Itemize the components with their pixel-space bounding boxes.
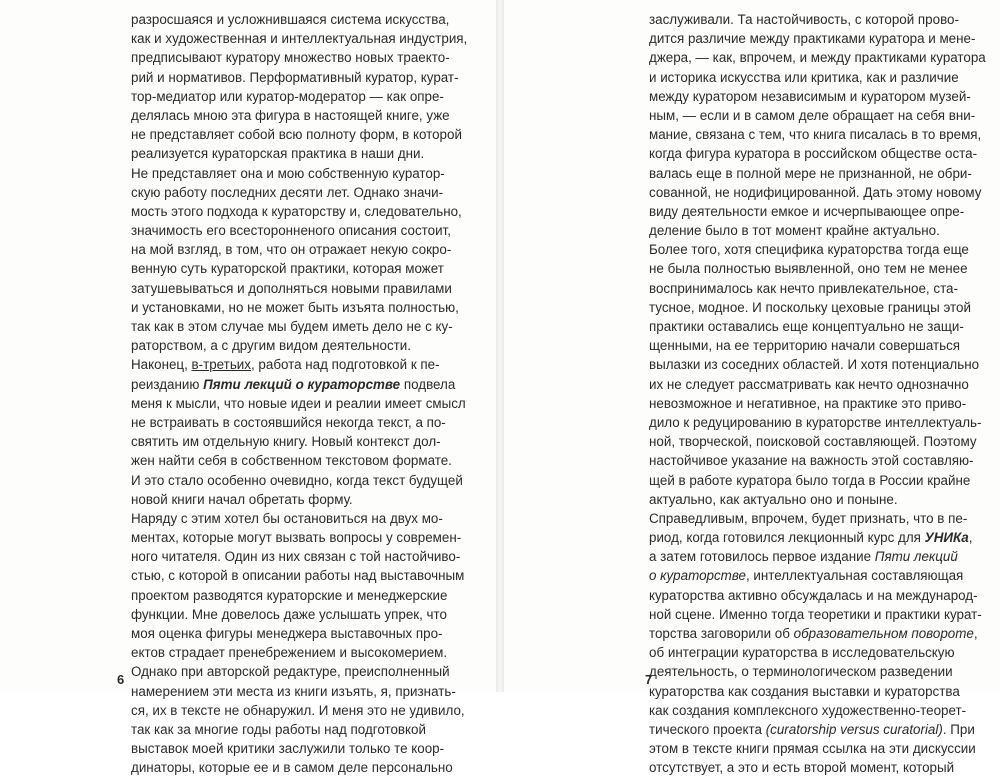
text-line [649,624,979,643]
text-line [649,144,979,163]
text-line [649,471,979,490]
text-line [131,87,460,106]
text-segment: а затем готовилось первое издание [649,549,875,565]
text-segment: Наконец, [131,357,192,373]
text-segment: настойчивое указание на важность этой составляю- [649,453,974,469]
right-page-body-text [649,10,986,778]
text-segment: моя оценка фигуры менеджера выставочных про- [131,626,443,641]
text-line [649,48,986,67]
text-segment: скую работу последних десяти лет. Однако значи- [131,184,444,200]
text-segment: ного читателя. Один из них связан с той настойчиво- [131,549,461,565]
text-segment: так как в этом случае мы будем иметь дело не с ку- [131,319,453,334]
text-line [131,144,460,163]
text-line [131,106,460,125]
left-page-body-text [131,10,468,778]
text-line [649,643,979,662]
emphasized-text: образовательном повороте [793,626,974,641]
text-line [131,528,460,547]
text-line [131,259,460,278]
text-segment: на мой взгляд, в том, что он отражает некую сокро- [131,242,452,258]
text-line [649,336,979,355]
emphasized-text: УНИКа [924,530,969,546]
text-line [649,125,982,144]
text-line [131,682,460,701]
text-segment: сованной, не нодифицированной. Дать этому новому [649,184,982,200]
book-gutter [496,0,504,692]
text-segment: кураторства активно обсуждалась и на международ- [649,587,978,603]
text-line [649,279,979,298]
text-segment: выставок моей критики заслужили только те коор- [131,741,445,757]
right-page [504,0,1000,776]
text-line [131,298,460,317]
text-line [649,701,979,720]
text-line [649,682,979,701]
text-line [131,547,460,566]
text-line [131,643,460,662]
text-line [649,413,982,432]
text-segment: меня к мысли, что новые идеи и реалии имеет смысл [131,395,466,411]
text-segment: проектом разводятся кураторские и менеджерские [131,587,448,603]
text-segment: тор-медиатор или куратор-модератор — как опре- [131,88,444,104]
text-line [131,758,460,777]
text-segment: кураторства как создания выставки и кураторства [649,683,960,699]
text-segment: воспринималось как нечто привлекательное, ста- [649,280,958,296]
text-segment: дило к редуцированию в кураторстве интеллектуаль- [649,414,982,430]
emphasized-text: о кураторстве [649,568,746,584]
text-segment: мость этого подхода к кураторству и, следовательно, [131,203,462,219]
text-segment: новой книги начал обретать форму. [131,491,353,507]
text-line [649,605,982,624]
left-page-number: 6 [117,672,125,687]
text-line [131,375,460,394]
text-segment: между куратором независимым и куратором музей- [649,88,971,104]
text-segment: стью, с которой в описании работы над выставочным [131,568,465,584]
text-segment: затушевываться и дополняться новыми правилами [131,280,452,296]
text-line [649,451,979,470]
text-segment: делялась мною эта фигура в настоящей книге, уже [131,107,450,123]
text-line [649,298,979,317]
text-line [131,29,468,48]
text-segment: как создания комплексного художественно-теорет- [649,702,967,718]
text-segment: значимость его всесторонненого описания состоит, [131,223,451,239]
text-segment: как и художественная и интеллектуальная индустрия, [131,31,468,47]
text-segment: жен найти себя в собственном текстовом формате. [131,453,452,469]
left-page [0,0,496,776]
text-segment: невозможное и негативное, на практике это приво- [649,395,967,411]
text-line [131,451,460,470]
text-line [649,720,979,739]
text-line [131,221,460,240]
text-segment: , [968,530,973,546]
text-segment: ным, — если и в самом деле обращает на себя вни- [649,107,976,123]
text-segment: , интеллектуальная составляющая [745,568,964,584]
text-segment: мание, связана с тем, что книга писалась в то время, [649,127,982,143]
text-segment: этом в тексте книги прямая ссылка на эти дискуссии [649,741,976,757]
text-segment: актуально, как актуально оно и поныне. [649,491,898,507]
text-line [131,720,460,739]
text-line [649,164,979,183]
text-line [131,586,460,605]
text-segment: ной, творческой, поисковой составляющей. Поэтому [649,434,977,450]
text-line [131,317,460,336]
text-line [649,432,979,451]
emphasized-text: Пяти лекций о кураторстве [203,376,401,392]
text-line [649,259,979,278]
text-line [649,106,979,125]
text-segment: не встраивать в состоявшийся некогда текст, а по- [131,414,446,430]
text-segment: ной сцене. Именно тогда теоретики и практики курат- [649,606,982,622]
text-line [131,490,460,509]
text-line [131,413,460,432]
text-line [131,355,460,374]
text-segment: практики оставались еще концептуально не защи- [649,319,964,334]
text-segment: не была полностью выявленной, оно тем не менее [649,261,968,277]
text-line [131,10,460,29]
text-line [131,662,460,681]
text-segment: когда фигура куратора в российском обществе оста- [649,146,978,162]
text-segment: заслуживали. Та настойчивость, с которой прово- [649,12,959,27]
text-line [131,624,460,643]
text-segment: виду деятельности емкое и исчерпывающее опре- [649,203,965,219]
text-line [131,48,460,67]
text-segment: вылазки из соседних областей. И хотя потенциально [649,357,980,373]
text-segment: и установками, но не может быть изъята полностью, [131,299,459,315]
text-segment: . При [942,721,975,737]
text-segment: щенными, на ее территорию начали совершаться [649,338,961,354]
text-line [649,490,979,509]
text-segment: Не представляет она и мою собственную куратор- [131,165,445,181]
text-segment: Более того, хотя специфика кураторства тогда еще [649,242,969,258]
text-line [131,336,460,355]
text-line [131,202,460,221]
text-line [649,183,982,202]
text-segment: Наряду с этим хотел бы остановиться на двух мо- [131,510,443,526]
text-line [649,87,979,106]
text-segment: отсутствует, а это и есть второй момент, который [649,760,955,776]
text-line [131,432,460,451]
text-line [131,566,465,585]
text-segment: ментах, которые могут вызвать вопросы у современ- [131,530,462,546]
text-segment: джера, — как, впрочем, и между практиками куратора [649,50,986,66]
text-line [131,164,460,183]
text-line [131,68,460,87]
text-line [131,739,460,758]
text-line [131,240,460,259]
text-segment: , [973,626,978,641]
text-segment: рий и нормативов. Перформативный куратор, курат- [131,69,459,85]
text-segment: валась еще в полной мере не признанной, не обри- [649,165,972,181]
text-line [649,202,979,221]
text-segment: Справедливым, впрочем, будет признать, что в пе- [649,510,968,526]
text-segment: функции. Мне довелось даже услышать упрек, что [131,606,447,622]
text-segment: ся, их в тексте не обнаружил. И меня это не удивило, [131,702,465,718]
emphasized-text: Пяти лекций [874,549,958,565]
text-segment: венную суть кураторской практики, которая может [131,261,444,277]
text-segment: раторством, а с другим видом деятельности. [131,338,411,354]
text-line [131,509,460,528]
text-line [649,662,979,681]
text-line [649,509,979,528]
text-line [649,394,979,413]
text-line [649,528,979,547]
text-segment: деление было в тот момент крайне актуально. [649,223,940,239]
text-segment: разросшаяся и усложнившаяся система искусства, [131,12,450,27]
text-segment: намерением эти места из книги изъять, я, признать- [131,683,456,699]
text-line [649,566,979,585]
text-segment: об интеграции кураторства в исследовательскую [649,645,955,661]
text-line [649,547,979,566]
text-line [131,394,466,413]
text-segment: дится различие между практиками куратора и мене- [649,31,976,47]
emphasized-text: в-третьих [191,357,251,373]
text-line [649,317,979,336]
text-line [131,183,460,202]
text-segment: реализуется кураторская практика в наши дни. [131,146,425,162]
text-line [649,29,979,48]
text-line [131,279,460,298]
text-line [649,758,979,777]
text-segment: их не следует рассматривать как нечто однозначно [649,376,969,392]
text-segment: деятельность, о терминологическом разведении [649,664,953,680]
text-segment: реизданию [131,376,204,392]
text-segment: так как за многие годы работы над подготовкой [131,721,426,737]
text-segment: предписывают куратору множество новых траекто- [131,50,450,66]
text-line [649,68,979,87]
text-line [131,125,460,144]
right-page-number: 7 [645,672,653,687]
text-line [649,10,979,29]
text-line [649,375,979,394]
text-segment: , работа над подготовкой к пе- [250,357,440,373]
text-line [649,586,979,605]
text-segment: и историка искусства или критика, как и различие [649,69,959,85]
text-segment: святить им отдельную книгу. Новый контекст дол- [131,434,441,450]
text-line [131,605,460,624]
text-line [649,739,979,758]
text-line [649,240,979,259]
text-line [131,471,463,490]
text-segment: торства заговорили об [649,626,794,641]
text-line [649,355,979,374]
text-segment: риод, когда готовился лекционный курс для [649,530,925,546]
text-segment: ектов страдает пренебрежением и высокомерием. [131,645,448,661]
text-segment: подвела [400,376,456,392]
text-line [649,221,979,240]
text-segment: щей в работе куратора было тогда в России крайне [649,472,971,488]
text-segment: И это стало особенно очевидно, когда текст будущей [131,472,463,488]
text-segment: тусное, модное. И поскольку цеховые границы этой [649,299,971,315]
text-line [131,701,465,720]
text-segment: динаторы, которые ее и в самом деле персонально [131,760,453,776]
text-segment: не представляет собой всю полноту форм, в которой [131,127,462,143]
emphasized-text: (curatorship versus curatorial) [765,721,943,737]
text-segment: Однако при авторской редактуре, преисполненный [131,664,450,680]
text-segment: тического проекта [649,721,766,737]
